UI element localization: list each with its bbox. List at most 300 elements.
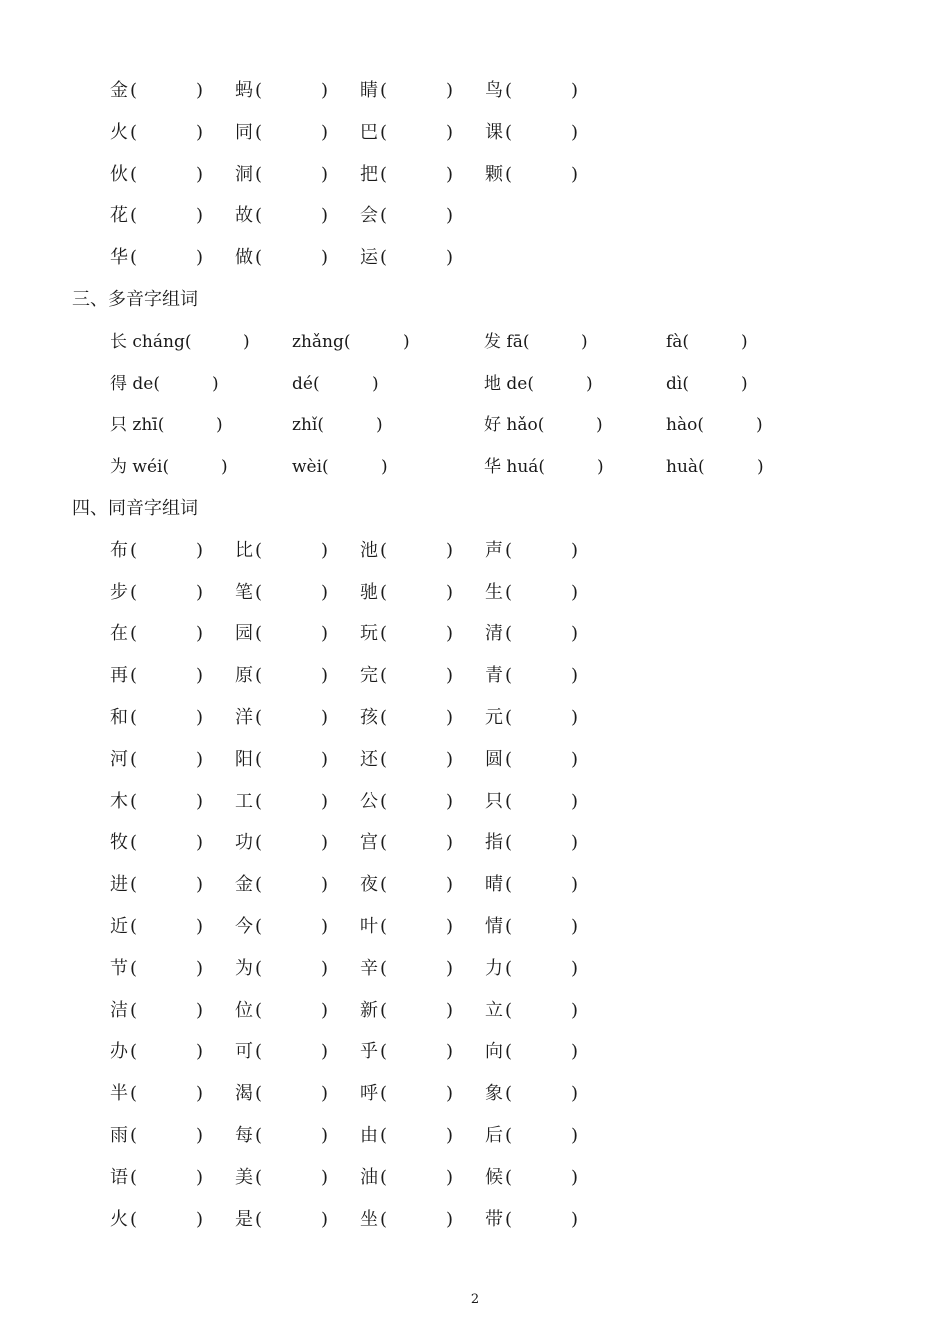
answer-blank-close[interactable]: ) <box>372 373 379 394</box>
character: 笔 <box>235 581 253 603</box>
character: 工 <box>235 790 253 812</box>
answer-blank-close[interactable]: ) <box>321 247 329 269</box>
answer-blank-open[interactable]: ( <box>130 121 138 143</box>
character: 坐 <box>360 1208 378 1230</box>
character: 半 <box>110 1083 128 1105</box>
answer-blank-open[interactable]: ( <box>505 916 513 937</box>
answer-blank-open[interactable]: ( <box>505 957 513 979</box>
answer-blank-open[interactable]: ( <box>255 916 263 937</box>
homophone-row <box>0 1037 950 1067</box>
character: 雨 <box>110 1125 128 1146</box>
homophone-row <box>0 996 950 1026</box>
character: 还 <box>360 748 378 770</box>
character: 洁 <box>110 999 128 1021</box>
answer-blank-close[interactable]: ) <box>581 331 588 352</box>
answer-blank-open[interactable]: ( <box>130 957 138 979</box>
answer-blank-close[interactable]: ) <box>446 539 454 561</box>
answer-blank-open[interactable]: ( <box>380 916 388 937</box>
answer-blank-open[interactable]: ( <box>255 80 263 101</box>
answer-blank-open[interactable]: ( <box>380 80 388 101</box>
answer-blank-open[interactable]: ( <box>380 1041 388 1063</box>
character: 渴 <box>235 1083 253 1105</box>
answer-blank-open[interactable]: ( <box>505 790 513 812</box>
character: 金 <box>110 80 128 101</box>
answer-blank-close[interactable]: ) <box>196 665 204 687</box>
answer-blank-open[interactable]: ( <box>255 581 263 603</box>
answer-blank-close[interactable]: ) <box>321 581 329 603</box>
answer-blank-close[interactable]: ) <box>446 707 454 728</box>
answer-blank-open[interactable]: ( <box>505 1125 513 1146</box>
answer-blank-open[interactable]: ( <box>505 80 513 101</box>
answer-blank-close[interactable]: ) <box>321 1041 329 1063</box>
character: 是 <box>235 1208 253 1230</box>
answer-blank-close[interactable]: ) <box>571 1166 579 1188</box>
pinyin-label: wèi( <box>292 457 329 478</box>
character: 力 <box>485 957 503 979</box>
answer-blank-open[interactable]: ( <box>130 623 138 645</box>
answer-blank-open[interactable]: ( <box>255 1208 263 1230</box>
character: 运 <box>360 247 378 269</box>
homophone-row <box>0 1121 950 1151</box>
character: 公 <box>360 790 378 812</box>
homophone-row <box>0 1163 950 1193</box>
answer-blank-close[interactable]: ) <box>446 832 454 854</box>
answer-blank-close[interactable]: ) <box>196 163 204 185</box>
character: 金 <box>235 874 253 896</box>
character: 池 <box>360 539 378 561</box>
answer-blank-close[interactable]: ) <box>321 665 329 687</box>
character: 带 <box>485 1208 503 1230</box>
answer-blank-open[interactable]: ( <box>130 790 138 812</box>
answer-blank-open[interactable]: ( <box>505 1083 513 1105</box>
homophone-row <box>0 578 950 608</box>
answer-blank-close[interactable]: ) <box>446 1208 454 1230</box>
character: 呼 <box>360 1083 378 1105</box>
character: 木 <box>110 790 128 812</box>
character: 圆 <box>485 748 503 770</box>
answer-blank-close[interactable]: ) <box>321 539 329 561</box>
pinyin-label: 为 wéi( <box>110 457 170 478</box>
answer-blank-open[interactable]: ( <box>380 581 388 603</box>
answer-blank-close[interactable]: ) <box>446 80 454 101</box>
answer-blank-close[interactable]: ) <box>571 1208 579 1230</box>
answer-blank-open[interactable]: ( <box>130 916 138 937</box>
answer-blank-open[interactable]: ( <box>255 707 263 728</box>
pinyin-label: huà( <box>666 457 705 478</box>
answer-blank-open[interactable]: ( <box>255 999 263 1021</box>
answer-blank-open[interactable]: ( <box>255 748 263 770</box>
character: 进 <box>110 874 128 896</box>
answer-blank-open[interactable]: ( <box>130 581 138 603</box>
answer-blank-open[interactable]: ( <box>380 999 388 1021</box>
pinyin-label: fà( <box>666 331 690 352</box>
answer-blank-close[interactable]: ) <box>597 457 604 478</box>
answer-blank-open[interactable]: ( <box>380 790 388 812</box>
character: 向 <box>485 1041 503 1063</box>
character: 青 <box>485 665 503 687</box>
character: 象 <box>485 1083 503 1105</box>
character: 比 <box>235 539 253 561</box>
answer-blank-close[interactable]: ) <box>196 832 204 854</box>
answer-blank-close[interactable]: ) <box>196 623 204 645</box>
character: 节 <box>110 957 128 979</box>
answer-blank-close[interactable]: ) <box>196 1125 204 1146</box>
answer-blank-open[interactable]: ( <box>505 1041 513 1063</box>
character: 完 <box>360 665 378 687</box>
character: 布 <box>110 539 128 561</box>
answer-blank-close[interactable]: ) <box>196 205 204 227</box>
answer-blank-open[interactable]: ( <box>130 247 138 269</box>
answer-blank-close[interactable]: ) <box>196 247 204 269</box>
character: 宫 <box>360 832 378 854</box>
answer-blank-open[interactable]: ( <box>380 1208 388 1230</box>
answer-blank-open[interactable]: ( <box>255 121 263 143</box>
answer-blank-open[interactable]: ( <box>505 748 513 770</box>
character: 清 <box>485 623 503 645</box>
answer-blank-open[interactable]: ( <box>130 80 138 101</box>
answer-blank-open[interactable]: ( <box>380 707 388 728</box>
answer-blank-close[interactable]: ) <box>446 1125 454 1146</box>
answer-blank-open[interactable]: ( <box>130 163 138 185</box>
answer-blank-open[interactable]: ( <box>255 832 263 854</box>
answer-blank-open[interactable]: ( <box>505 999 513 1021</box>
answer-blank-open[interactable]: ( <box>255 539 263 561</box>
character: 情 <box>485 916 503 937</box>
character: 油 <box>360 1166 378 1188</box>
answer-blank-open[interactable]: ( <box>255 665 263 687</box>
section-four-heading: 四、同音字组词 <box>72 498 198 519</box>
answer-blank-close[interactable]: ) <box>571 80 579 101</box>
answer-blank-open[interactable]: ( <box>130 999 138 1021</box>
answer-blank-close[interactable]: ) <box>571 1041 579 1063</box>
answer-blank-close[interactable]: ) <box>446 247 454 269</box>
answer-blank-close[interactable]: ) <box>321 121 329 143</box>
homophone-row <box>0 828 950 858</box>
answer-blank-open[interactable]: ( <box>380 623 388 645</box>
answer-blank-close[interactable]: ) <box>321 623 329 645</box>
pinyin-label: zhǎng( <box>292 331 351 352</box>
answer-blank-close[interactable]: ) <box>196 874 204 896</box>
character: 步 <box>110 581 128 603</box>
answer-blank-close[interactable]: ) <box>321 1083 329 1105</box>
answer-blank-open[interactable]: ( <box>130 748 138 770</box>
homophone-row <box>0 912 950 942</box>
answer-blank-close[interactable]: ) <box>446 957 454 979</box>
answer-blank-open[interactable]: ( <box>380 1166 388 1188</box>
answer-blank-close[interactable]: ) <box>196 916 204 937</box>
answer-blank-close[interactable]: ) <box>212 373 219 394</box>
character: 再 <box>110 665 128 687</box>
character: 今 <box>235 916 253 937</box>
answer-blank-close[interactable]: ) <box>571 832 579 854</box>
answer-blank-close[interactable]: ) <box>196 748 204 770</box>
character: 声 <box>485 539 503 561</box>
character: 位 <box>235 999 253 1021</box>
character: 睛 <box>360 80 378 101</box>
answer-blank-open[interactable]: ( <box>380 247 388 269</box>
answer-blank-close[interactable]: ) <box>586 373 593 394</box>
character: 乎 <box>360 1041 378 1063</box>
polyphonic-row <box>0 452 950 482</box>
answer-blank-open[interactable]: ( <box>255 1083 263 1105</box>
answer-blank-close[interactable]: ) <box>196 1041 204 1063</box>
answer-blank-open[interactable]: ( <box>380 665 388 687</box>
answer-blank-close[interactable]: ) <box>571 874 579 896</box>
answer-blank-open[interactable]: ( <box>505 623 513 645</box>
answer-blank-close[interactable]: ) <box>571 665 579 687</box>
pinyin-label: dì( <box>666 373 689 394</box>
answer-blank-close[interactable]: ) <box>321 1125 329 1146</box>
answer-blank-close[interactable]: ) <box>571 163 579 185</box>
answer-blank-open[interactable]: ( <box>380 205 388 227</box>
answer-blank-open[interactable]: ( <box>380 539 388 561</box>
answer-blank-close[interactable]: ) <box>321 874 329 896</box>
homophone-row <box>0 536 950 566</box>
homophone-row <box>0 661 950 691</box>
answer-blank-open[interactable]: ( <box>130 1125 138 1146</box>
answer-blank-open[interactable]: ( <box>380 957 388 979</box>
answer-blank-close[interactable]: ) <box>571 623 579 645</box>
answer-blank-open[interactable]: ( <box>255 1125 263 1146</box>
answer-blank-close[interactable]: ) <box>376 415 383 436</box>
polyphonic-row <box>0 327 950 357</box>
answer-blank-open[interactable]: ( <box>130 1041 138 1063</box>
answer-blank-close[interactable]: ) <box>446 121 454 143</box>
answer-blank-open[interactable]: ( <box>130 1208 138 1230</box>
character: 课 <box>485 121 503 143</box>
answer-blank-close[interactable]: ) <box>571 581 579 603</box>
answer-blank-close[interactable]: ) <box>321 163 329 185</box>
answer-blank-close[interactable]: ) <box>571 1083 579 1105</box>
homophone-row <box>0 954 950 984</box>
character: 每 <box>235 1125 253 1146</box>
answer-blank-open[interactable]: ( <box>130 874 138 896</box>
answer-blank-close[interactable]: ) <box>216 415 223 436</box>
character: 生 <box>485 581 503 603</box>
character: 元 <box>485 707 503 728</box>
answer-blank-close[interactable]: ) <box>321 1166 329 1188</box>
answer-blank-open[interactable]: ( <box>255 874 263 896</box>
answer-blank-open[interactable]: ( <box>130 665 138 687</box>
answer-blank-close[interactable]: ) <box>571 916 579 937</box>
answer-blank-close[interactable]: ) <box>196 1083 204 1105</box>
answer-blank-close[interactable]: ) <box>321 748 329 770</box>
character: 玩 <box>360 623 378 645</box>
character: 夜 <box>360 874 378 896</box>
answer-blank-open[interactable]: ( <box>255 163 263 185</box>
answer-blank-close[interactable]: ) <box>757 457 764 478</box>
character: 伙 <box>110 163 128 185</box>
answer-blank-close[interactable]: ) <box>196 121 204 143</box>
character: 为 <box>235 957 253 979</box>
word-group-row <box>0 160 950 190</box>
character: 可 <box>235 1041 253 1063</box>
answer-blank-close[interactable]: ) <box>196 957 204 979</box>
character: 功 <box>235 832 253 854</box>
answer-blank-open[interactable]: ( <box>255 790 263 812</box>
answer-blank-open[interactable]: ( <box>505 665 513 687</box>
answer-blank-close[interactable]: ) <box>446 623 454 645</box>
character: 火 <box>110 1208 128 1230</box>
answer-blank-open[interactable]: ( <box>505 1208 513 1230</box>
answer-blank-close[interactable]: ) <box>321 916 329 937</box>
pinyin-label: 得 de( <box>110 373 160 394</box>
answer-blank-open[interactable]: ( <box>255 1041 263 1063</box>
answer-blank-close[interactable]: ) <box>571 707 579 728</box>
homophone-row <box>0 703 950 733</box>
pinyin-label: 地 de( <box>484 373 534 394</box>
word-group-row <box>0 118 950 148</box>
answer-blank-close[interactable]: ) <box>321 1208 329 1230</box>
answer-blank-open[interactable]: ( <box>380 121 388 143</box>
pinyin-label: 发 fā( <box>484 331 530 352</box>
character: 原 <box>235 665 253 687</box>
answer-blank-open[interactable]: ( <box>505 163 513 185</box>
answer-blank-close[interactable]: ) <box>446 581 454 603</box>
answer-blank-close[interactable]: ) <box>571 121 579 143</box>
word-group-row <box>0 76 950 106</box>
character: 华 <box>110 247 128 269</box>
answer-blank-close[interactable]: ) <box>446 748 454 770</box>
character: 语 <box>110 1166 128 1188</box>
answer-blank-close[interactable]: ) <box>596 415 603 436</box>
answer-blank-close[interactable]: ) <box>321 707 329 728</box>
character: 孩 <box>360 707 378 728</box>
answer-blank-close[interactable]: ) <box>321 957 329 979</box>
character: 会 <box>360 205 378 227</box>
answer-blank-close[interactable]: ) <box>381 457 388 478</box>
answer-blank-close[interactable]: ) <box>196 1166 204 1188</box>
answer-blank-open[interactable]: ( <box>380 1125 388 1146</box>
character: 火 <box>110 121 128 143</box>
character: 巴 <box>360 121 378 143</box>
answer-blank-close[interactable]: ) <box>446 665 454 687</box>
pinyin-label: 长 cháng( <box>110 331 192 352</box>
pinyin-label: 华 huá( <box>484 457 546 478</box>
answer-blank-close[interactable]: ) <box>196 707 204 728</box>
answer-blank-close[interactable]: ) <box>221 457 228 478</box>
answer-blank-open[interactable]: ( <box>380 1083 388 1105</box>
answer-blank-open[interactable]: ( <box>130 832 138 854</box>
polyphonic-row <box>0 410 950 440</box>
answer-blank-close[interactable]: ) <box>446 163 454 185</box>
answer-blank-close[interactable]: ) <box>196 581 204 603</box>
character: 辛 <box>360 957 378 979</box>
character: 由 <box>360 1125 378 1146</box>
answer-blank-open[interactable]: ( <box>130 205 138 227</box>
answer-blank-open[interactable]: ( <box>505 874 513 896</box>
character: 洋 <box>235 707 253 728</box>
answer-blank-close[interactable]: ) <box>571 1125 579 1146</box>
character: 办 <box>110 1041 128 1063</box>
answer-blank-open[interactable]: ( <box>255 623 263 645</box>
answer-blank-close[interactable]: ) <box>321 790 329 812</box>
character: 指 <box>485 832 503 854</box>
answer-blank-open[interactable]: ( <box>380 748 388 770</box>
character: 把 <box>360 163 378 185</box>
answer-blank-open[interactable]: ( <box>130 1083 138 1105</box>
answer-blank-close[interactable]: ) <box>446 1041 454 1063</box>
character: 河 <box>110 748 128 770</box>
answer-blank-open[interactable]: ( <box>505 539 513 561</box>
answer-blank-close[interactable]: ) <box>571 539 579 561</box>
answer-blank-close[interactable]: ) <box>196 1208 204 1230</box>
answer-blank-close[interactable]: ) <box>196 539 204 561</box>
answer-blank-close[interactable]: ) <box>571 790 579 812</box>
answer-blank-close[interactable]: ) <box>321 832 329 854</box>
answer-blank-open[interactable]: ( <box>255 957 263 979</box>
character: 同 <box>235 121 253 143</box>
character: 做 <box>235 247 253 269</box>
answer-blank-close[interactable]: ) <box>196 80 204 101</box>
answer-blank-close[interactable]: ) <box>321 80 329 101</box>
answer-blank-close[interactable]: ) <box>446 205 454 227</box>
answer-blank-close[interactable]: ) <box>446 1083 454 1105</box>
character: 阳 <box>235 748 253 770</box>
answer-blank-open[interactable]: ( <box>255 247 263 269</box>
answer-blank-close[interactable]: ) <box>321 205 329 227</box>
answer-blank-open[interactable]: ( <box>380 874 388 896</box>
answer-blank-close[interactable]: ) <box>196 999 204 1021</box>
answer-blank-close[interactable]: ) <box>741 331 748 352</box>
character: 和 <box>110 707 128 728</box>
answer-blank-close[interactable]: ) <box>243 331 250 352</box>
answer-blank-open[interactable]: ( <box>505 832 513 854</box>
character: 立 <box>485 999 503 1021</box>
answer-blank-close[interactable]: ) <box>571 957 579 979</box>
answer-blank-open[interactable]: ( <box>380 163 388 185</box>
polyphonic-row <box>0 369 950 399</box>
answer-blank-open[interactable]: ( <box>130 539 138 561</box>
character: 叶 <box>360 916 378 937</box>
answer-blank-open[interactable]: ( <box>505 581 513 603</box>
pinyin-label: dé( <box>292 373 320 394</box>
answer-blank-open[interactable]: ( <box>255 1166 263 1188</box>
answer-blank-close[interactable]: ) <box>403 331 410 352</box>
character: 驰 <box>360 581 378 603</box>
character: 晴 <box>485 874 503 896</box>
answer-blank-close[interactable]: ) <box>446 916 454 937</box>
character: 故 <box>235 205 253 227</box>
answer-blank-open[interactable]: ( <box>505 1166 513 1188</box>
character: 后 <box>485 1125 503 1146</box>
pinyin-label: 只 zhī( <box>110 415 165 436</box>
character: 牧 <box>110 832 128 854</box>
homophone-row <box>0 870 950 900</box>
answer-blank-close[interactable]: ) <box>756 415 763 436</box>
answer-blank-close[interactable]: ) <box>446 1166 454 1188</box>
character: 鸟 <box>485 80 503 101</box>
answer-blank-close[interactable]: ) <box>446 999 454 1021</box>
answer-blank-close[interactable]: ) <box>571 748 579 770</box>
answer-blank-close[interactable]: ) <box>741 373 748 394</box>
character: 洞 <box>235 163 253 185</box>
answer-blank-open[interactable]: ( <box>380 832 388 854</box>
answer-blank-open[interactable]: ( <box>255 205 263 227</box>
pinyin-label: 好 hǎo( <box>484 415 545 436</box>
answer-blank-close[interactable]: ) <box>196 790 204 812</box>
answer-blank-open[interactable]: ( <box>505 707 513 728</box>
answer-blank-close[interactable]: ) <box>446 874 454 896</box>
answer-blank-close[interactable]: ) <box>321 999 329 1021</box>
answer-blank-open[interactable]: ( <box>130 707 138 728</box>
answer-blank-open[interactable]: ( <box>505 121 513 143</box>
answer-blank-close[interactable]: ) <box>446 790 454 812</box>
answer-blank-close[interactable]: ) <box>571 999 579 1021</box>
homophone-row <box>0 745 950 775</box>
answer-blank-open[interactable]: ( <box>130 1166 138 1188</box>
character: 蚂 <box>235 80 253 101</box>
